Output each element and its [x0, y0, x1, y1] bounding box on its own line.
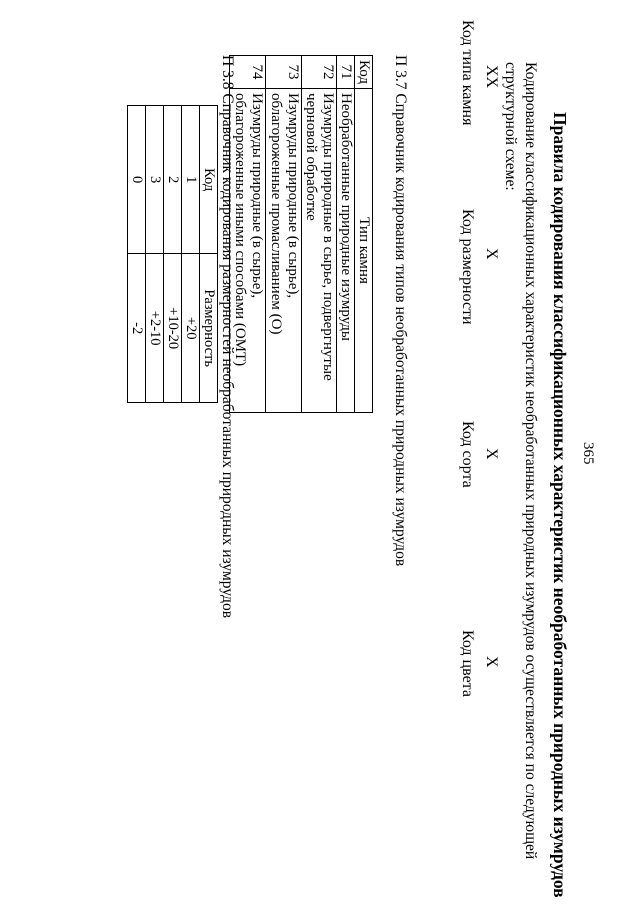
- table-row: [146, 106, 164, 403]
- table-37-caption: П 3.7 Справочник кодирования типов необработанных природных изумрудов: [392, 55, 409, 567]
- row-code: 73: [266, 56, 302, 89]
- row-code: 72: [302, 56, 337, 89]
- page-number: 365: [580, 442, 596, 465]
- table-header-row: [200, 106, 218, 403]
- scheme-code-color: X: [483, 656, 500, 668]
- size-code-table: [127, 105, 218, 403]
- table-row: [302, 56, 337, 413]
- table-38-caption: П 3.8 Справочник кодирования размерностей необработанных природных изумрудов: [219, 55, 236, 619]
- stone-type-table: [229, 55, 373, 413]
- row-code: 0: [128, 106, 146, 254]
- table-row: [266, 56, 302, 413]
- table-header-row: [355, 56, 373, 413]
- row-size: +2-10: [146, 254, 164, 403]
- header-code: Код: [200, 106, 218, 254]
- row-code: 3: [146, 106, 164, 254]
- row-size: -2: [128, 254, 146, 403]
- table-row: [164, 106, 182, 403]
- scheme-label-size: Код размерности: [459, 209, 476, 325]
- scheme-label-grade: Код сорта: [459, 421, 476, 488]
- table-row: [182, 106, 200, 403]
- scheme-code-size: X: [483, 248, 500, 260]
- page-title: Правила кодирования классификационных характеристик необработанных природных изумрудов: [550, 112, 570, 898]
- row-size: +20: [182, 254, 200, 403]
- row-text: Необработанные природные изумруды: [337, 88, 355, 412]
- header-size: Размерность: [200, 254, 218, 403]
- scheme-code-type: XX: [483, 65, 500, 89]
- row-code: 1: [182, 106, 200, 254]
- intro-paragraph: Кодирование классификационных характеристик необработанных природных изумрудов осуществляется по следующей структурной схеме:: [502, 62, 539, 860]
- row-text: Изумруды природные (в сырье), облагороженные промасливанием (О): [266, 88, 302, 412]
- header-code: Код: [355, 56, 373, 89]
- row-text: Изумруды природные (в сырье), облагороженные иными способами (ОМТ): [230, 88, 266, 412]
- table-row: [337, 56, 355, 413]
- row-code: 74: [230, 56, 266, 89]
- scheme-label-color: Код цвета: [459, 630, 476, 697]
- row-text: Изумруды природные в сырье, подвергнутые черновой обработке: [302, 88, 337, 412]
- row-code: 71: [337, 56, 355, 89]
- scheme-code-grade: X: [483, 448, 500, 460]
- header-stone-type: Тип камня: [355, 88, 373, 412]
- scheme-label-type: Код типа камня: [459, 20, 476, 126]
- row-code: 2: [164, 106, 182, 254]
- table-row: [128, 106, 146, 403]
- row-size: +10-20: [164, 254, 182, 403]
